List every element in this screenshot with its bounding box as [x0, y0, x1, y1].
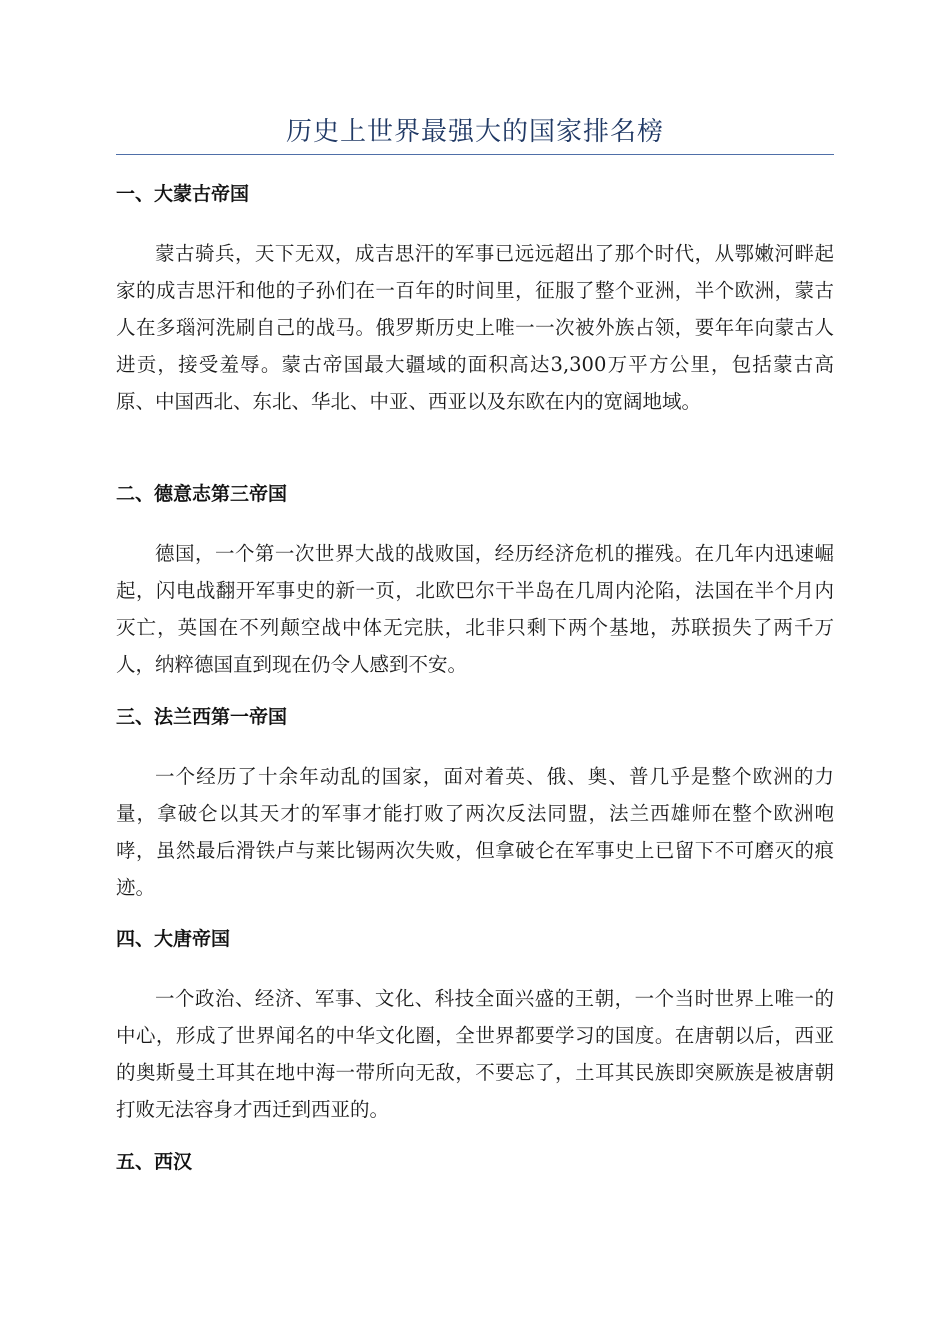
page-title: 历史上世界最强大的国家排名榜 — [285, 117, 664, 147]
section-first-french-empire — [116, 704, 834, 906]
section-heading: 五、西汉 — [116, 1151, 193, 1173]
section-heading: 三、法兰西第一帝国 — [116, 706, 288, 728]
section-heading: 二、德意志第三帝国 — [116, 483, 288, 505]
section-paragraph: 蒙古骑兵，天下无双，成吉思汗的军事已远远超出了那个时代，从鄂嫩河畔起家的成吉思汗和他的子孙们在一百年的时间里，征服了整个亚洲，半个欧洲，蒙古人在多瑙河洗刷自己的战马。俄罗斯历史上唯一一次被外族占领，要年年向蒙古人进贡，接受羞辱。蒙古帝国最大疆域的面积高达3,300万平方公里，包括蒙古高原、中国西北、东北、华北、中亚、西亚以及东欧在内的宽阔地域。 — [116, 242, 834, 413]
section-tang-empire — [116, 926, 834, 1128]
section-third-reich — [116, 481, 834, 683]
section-mongol-empire — [116, 181, 834, 420]
section-heading: 一、大蒙古帝国 — [116, 183, 250, 205]
section-paragraph: 德国，一个第一次世界大战的战败国，经历经济危机的摧残。在几年内迅速崛起，闪电战翻开军事史的新一页，北欧巴尔干半岛在几周内沦陷，法国在半个月内灭亡，英国在不列颠空战中体无完肤，北非只剩下两个基地，苏联损失了两千万人，纳粹德国直到现在仍令人感到不安。 — [116, 542, 834, 676]
section-western-han — [116, 1149, 834, 1175]
section-paragraph: 一个政治、经济、军事、文化、科技全面兴盛的王朝，一个当时世界上唯一的中心，形成了世界闻名的中华文化圈，全世界都要学习的国度。在唐朝以后，西亚的奥斯曼土耳其在地中海一带所向无敌，不要忘了，土耳其民族即突厥族是被唐朝打败无法容身才西迁到西亚的。 — [116, 987, 834, 1121]
section-paragraph: 一个经历了十余年动乱的国家，面对着英、俄、奥、普几乎是整个欧洲的力量，拿破仑以其天才的军事才能打败了两次反法同盟，法兰西雄师在整个欧洲咆哮，虽然最后滑铁卢与莱比锡两次失败，但拿破仑在军事史上已留下不可磨灭的痕迹。 — [116, 765, 834, 899]
section-heading: 四、大唐帝国 — [116, 928, 231, 950]
title-underline — [116, 154, 834, 155]
